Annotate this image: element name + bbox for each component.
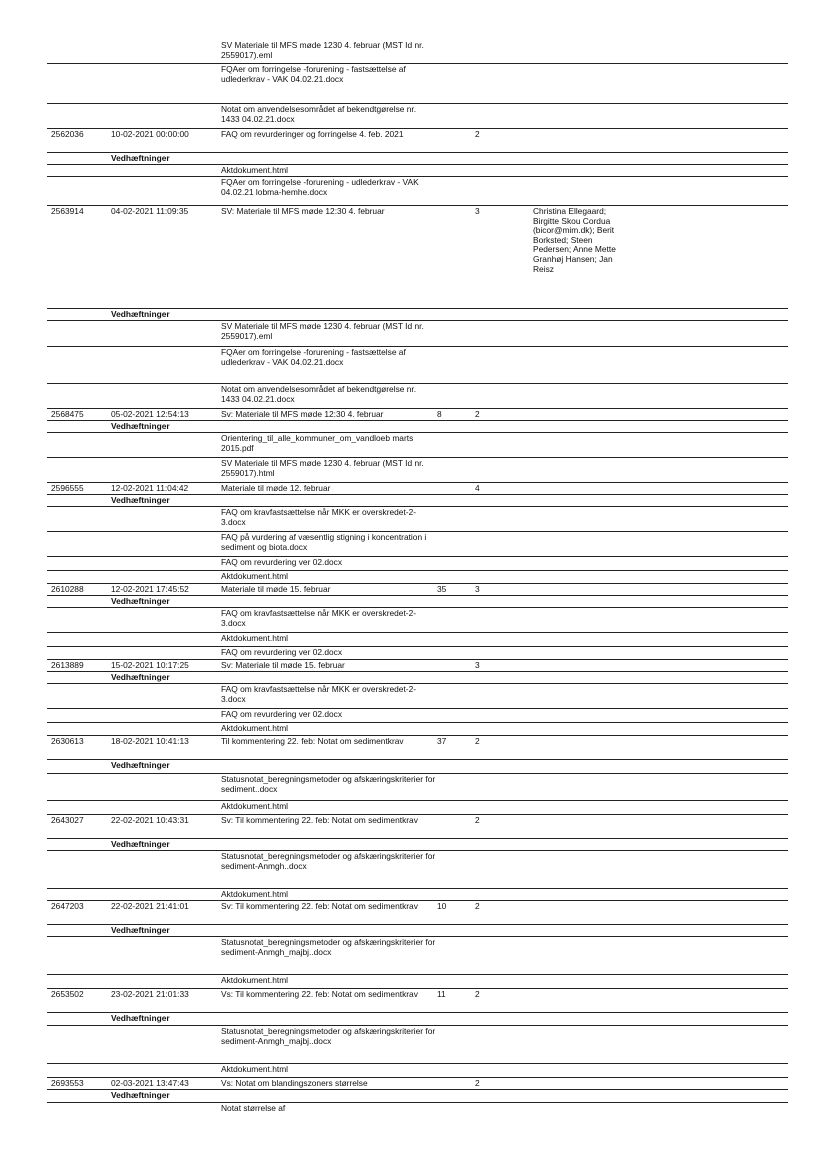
attachment-row [47,507,788,532]
attachment-title: FAQ om kravfastsættelse når MKK er overskredet-2-3.docx [221,684,417,704]
document-date: 02-03-2021 13:47:43 [111,1078,189,1088]
attachment-title: Aktdokument.html [221,975,289,985]
attachment-title: FQAer om forringelse -forurening - fastsættelse af udlederkrav - VAK 04.02.21.docx [221,347,406,367]
attachments-header-row [47,839,788,851]
attachments-label: Vedhæftninger [111,1090,170,1100]
attachment-row [47,40,788,64]
document-title: Sv: Materiale til møde 15. februar [221,660,345,670]
document-count-b: 2 [475,129,480,139]
attachments-header-row [47,421,788,433]
document-count-a: 10 [437,901,447,911]
document-date: 22-02-2021 21:41:01 [111,901,189,911]
attachment-row [47,1064,788,1078]
document-title: Sv: Til kommentering 22. feb: Notat om sedimentkrav [221,901,418,911]
attachment-row [47,937,788,975]
document-id: 2647203 [51,901,84,911]
attachment-row [47,1103,788,1123]
document-id: 2613889 [51,660,84,670]
attachment-title: Notat om anvendelsesområdet af bekendtgørelse nr. 1433 04.02.21.docx [221,384,417,404]
attachment-row [47,104,788,129]
attachments-header-row [47,495,788,507]
attachment-title: SV Materiale til MFS møde 1230 4. februar (MST Id nr. 2559017).eml [221,40,424,60]
document-title: Vs: Til kommentering 22. feb: Notat om sedimentkrav [221,989,418,999]
document-date: 15-02-2021 10:17:25 [111,660,189,670]
document-count-b: 3 [475,206,480,216]
document-title: Materiale til møde 12. februar [221,483,331,493]
attachments-label: Vedhæftninger [111,309,170,319]
attachment-row [47,177,788,206]
attachment-row [47,647,788,660]
document-row [47,206,788,309]
attachment-row [47,347,788,384]
attachment-title: Statusnotat_beregningsmetoder og afskæringskriterier for sediment-Anmgh_majbj..docx [221,1026,436,1046]
attachment-title: Aktdokument.html [221,165,289,175]
document-count-a: 35 [437,584,447,594]
document-title: Vs: Notat om blandingszoners størrelse [221,1078,368,1088]
document-id: 2693553 [51,1078,84,1088]
attachments-header-row [47,672,788,684]
document-count-b: 2 [475,1078,480,1088]
document-count-b: 3 [475,660,480,670]
document-count-b: 2 [475,901,480,911]
attachment-title: FAQ om revurdering ver 02.docx [221,647,343,657]
attachments-header-row [47,596,788,608]
attachment-title: Aktdokument.html [221,633,289,643]
document-date: 22-02-2021 10:43:31 [111,815,189,825]
document-id: 2610288 [51,584,84,594]
attachment-row [47,975,788,989]
document-id: 2643027 [51,815,84,825]
attachment-row [47,801,788,815]
attachment-row [47,384,788,409]
document-date: 10-02-2021 00:00:00 [111,129,189,139]
document-count-b: 2 [475,736,480,746]
attachment-title: Notat størrelse af [221,1103,286,1113]
attachment-title: FAQ om kravfastsættelse når MKK er overskredet-2-3.docx [221,608,417,628]
document-row [47,815,788,839]
attachment-row [47,165,788,177]
attachments-label: Vedhæftninger [111,153,170,163]
attachment-title: SV Materiale til MFS møde 1230 4. februar (MST Id nr. 2559017).eml [221,321,424,341]
attachments-label: Vedhæftninger [111,925,170,935]
attachment-title: FQAer om forringelse -forurening - udlederkrav - VAK 04.02.21 lobma-hemhe.docx [221,177,419,197]
attachment-title: Aktdokument.html [221,801,289,811]
attachments-header-row [47,309,788,321]
document-id: 2653502 [51,989,84,999]
attachment-title: Aktdokument.html [221,723,289,733]
attachments-header-row [47,760,788,774]
attachment-title: Orientering_til_alle_kommuner_om_vandloeb marts 2015.pdf [221,433,414,453]
document-date: 05-02-2021 12:54:13 [111,409,189,419]
attachment-title: SV Materiale til MFS møde 1230 4. februar (MST Id nr. 2559017).html [221,458,424,478]
document-id: 2563914 [51,206,84,216]
attachments-label: Vedhæftninger [111,596,170,606]
document-date: 23-02-2021 21:01:33 [111,989,189,999]
document-title: FAQ om revurderinger og forringelse 4. feb. 2021 [221,129,404,139]
attachment-row [47,571,788,584]
attachment-title: Statusnotat_beregningsmetoder og afskæringskriterier for sediment..docx [221,774,436,794]
attachments-label: Vedhæftninger [111,672,170,682]
document-count-b: 3 [475,584,480,594]
document-date: 04-02-2021 11:09:35 [111,206,189,216]
document-row [47,409,788,421]
attachment-row [47,321,788,347]
attachments-header-row [47,1013,788,1026]
attachment-row [47,709,788,723]
attachment-title: FAQ om kravfastsættelse når MKK er overskredet-2-3.docx [221,507,417,527]
attachment-row [47,633,788,647]
document-title: Sv: Materiale til MFS møde 12:30 4. februar [221,409,384,419]
document-row [47,483,788,495]
attachment-title: Notat om anvendelsesområdet af bekendtgørelse nr. 1433 04.02.21.docx [221,104,417,124]
document-table [47,40,788,1123]
document-count-a: 11 [437,989,446,999]
document-row [47,660,788,672]
attachment-row [47,458,788,483]
attachment-row [47,608,788,633]
attachments-header-row [47,925,788,937]
attachment-row [47,684,788,709]
document-count-a: 8 [437,409,442,419]
document-count-a: 37 [437,736,447,746]
attachments-label: Vedhæftninger [111,760,170,770]
document-title: Sv: Til kommentering 22. feb: Notat om sedimentkrav [221,815,418,825]
document-row [47,989,788,1013]
attachment-row [47,723,788,736]
attachment-row [47,851,788,889]
document-id: 2562036 [51,129,84,139]
attachment-title: FAQ på vurdering af væsentlig stigning i koncentration i sediment og biota.docx [221,532,427,552]
document-title: Til kommentering 22. feb: Notat om sedimentkrav [221,736,404,746]
attachment-title: Aktdokument.html [221,889,289,899]
attachment-title: Aktdokument.html [221,571,289,581]
document-count-b: 2 [475,815,480,825]
document-id: 2630613 [51,736,84,746]
document-title: Materiale til møde 15. februar [221,584,331,594]
attachment-row [47,774,788,801]
attachments-header-row [47,153,788,165]
document-row [47,901,788,925]
document-row [47,736,788,760]
attachment-title: FQAer om forringelse -forurening - fastsættelse af udlederkrav - VAK 04.02.21.docx [221,64,406,84]
attachment-row [47,1026,788,1064]
document-title: SV: Materiale til MFS møde 12:30 4. februar [221,206,385,216]
attachment-title: Statusnotat_beregningsmetoder og afskæringskriterier for sediment-Anmgh_majbj..docx [221,937,436,957]
attachments-label: Vedhæftninger [111,421,170,431]
attachment-row [47,889,788,901]
attachment-row [47,532,788,557]
attachment-title: FAQ om revurdering ver 02.docx [221,709,343,719]
document-count-b: 4 [475,483,480,493]
document-count-b: 2 [475,409,480,419]
document-row [47,1078,788,1090]
attachment-title: Statusnotat_beregningsmetoder og afskæringskriterier for sediment-Anmgh..docx [221,851,436,871]
attachments-label: Vedhæftninger [111,839,170,849]
attachments-label: Vedhæftninger [111,1013,170,1023]
attachments-header-row [47,1090,788,1103]
attachment-title: FAQ om revurdering ver 02.docx [221,557,343,567]
document-recipients: Christina Ellegaard; Birgitte Skou Cordua (bicor@mim.dk); Berit Borksted; Steen Pedersen; Anne Mette Granhøj Hansen; Jan Reisz [533,206,616,274]
document-row [47,129,788,153]
attachment-row [47,557,788,571]
document-row [47,584,788,596]
document-id: 2568475 [51,409,84,419]
attachment-row [47,433,788,458]
document-count-b: 2 [475,989,480,999]
document-date: 18-02-2021 10:41:13 [111,736,189,746]
attachments-label: Vedhæftninger [111,495,170,505]
document-date: 12-02-2021 11:04:42 [111,483,189,493]
attachment-title: Aktdokument.html [221,1064,289,1074]
attachment-row [47,64,788,104]
document-date: 12-02-2021 17:45:52 [111,584,189,594]
document-id: 2596555 [51,483,84,493]
